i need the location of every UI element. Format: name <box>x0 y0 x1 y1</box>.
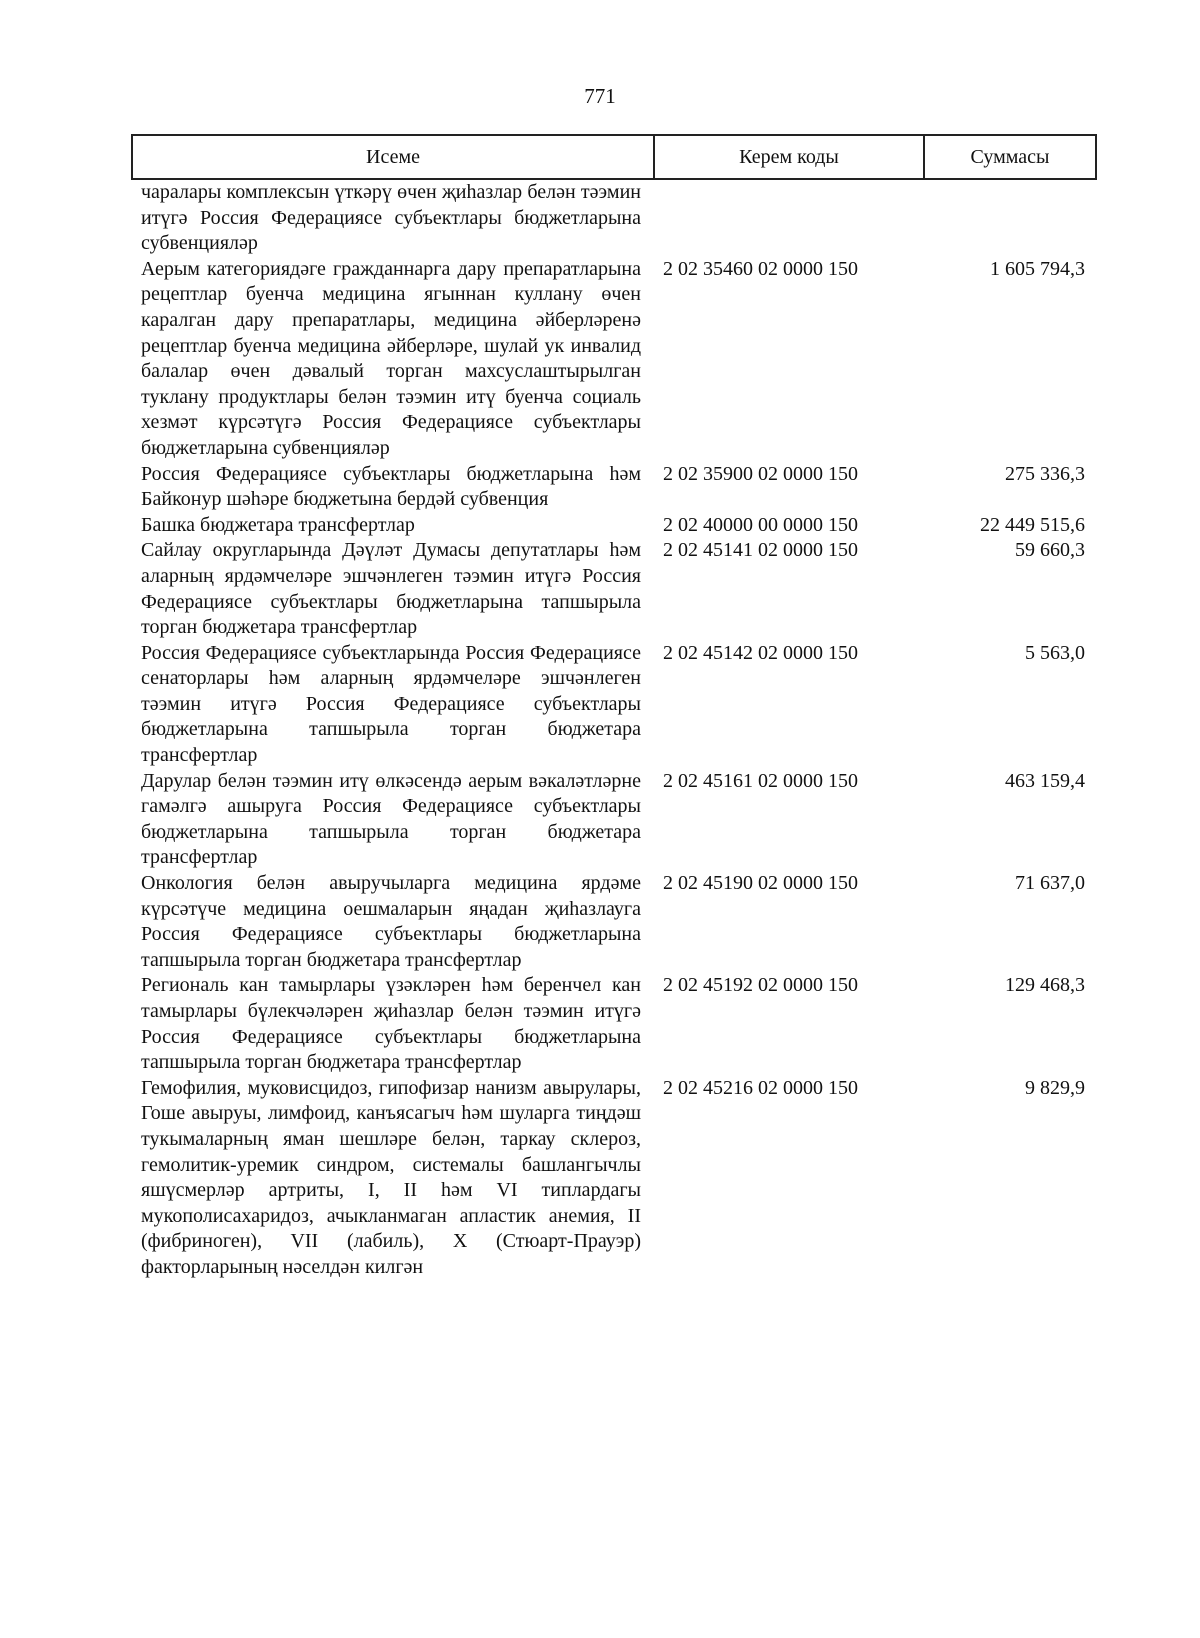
page-number: 771 <box>584 84 616 108</box>
row-code: 2 02 45141 02 0000 150 <box>663 539 858 562</box>
row-sum: 1 605 794,3 <box>990 257 1085 280</box>
row-code: 2 02 45142 02 0000 150 <box>663 641 858 664</box>
row-code: 2 02 45216 02 0000 150 <box>663 1076 858 1099</box>
table-row <box>131 1076 1097 1281</box>
row-name: Башка бюджетара трансфертлар <box>141 513 415 536</box>
row-name: Онкология белән авыручыларга медицина ярдәме күрсәтүче медицина оешмаларын яңадан җиһазлауга Россия Федерациясе субъектлары бюджетларына тапшырыла торган бюджетара трансфертлар <box>141 872 641 971</box>
row-sum: 129 468,3 <box>1005 974 1085 997</box>
table-row <box>131 641 1097 769</box>
header-sum: Суммасы <box>970 145 1050 168</box>
row-code: 2 02 45192 02 0000 150 <box>663 974 858 997</box>
row-name: чаралары комплексын үткәрү өчен җиһазлар белән тәэмин итүгә Россия Федерациясе субъектлары бюджетларына субвенцияләр <box>141 181 641 255</box>
row-code: 2 02 35460 02 0000 150 <box>663 257 858 280</box>
row-name: Гемофилия, муковисцидоз, гипофизар нанизм авырулары, Гоше авыруы, лимфоид, канъясагыч һәм шуларга тиңдәш тукымаларның яман шешләре белән, таркау склероз, гемолитик-уремик синдром, системалы башлангычлы яшүсмерләр артриты, I, II һәм VI типлардагы мукополисахаридоз, ачыкланмаган апластик анемия, II (фибриноген), VII (лабиль), X (Стюарт-Прауэр) факторларының нәселдән килгән <box>141 1076 641 1278</box>
row-code: 2 02 40000 00 0000 150 <box>663 513 858 536</box>
row-name: Аерым категориядәге гражданнарга дару препаратларына рецептлар буенча медицина ягыннан куллану өчен каралган дару препаратлары, медицина әйберләренә рецептлар буенча медицина әйберләре, шулай ук инвалид балалар өчен дәвалый торган махсуслаштырылган туклану продуктлары белән тәэмин итү буенча социаль хезмәт күрсәтүгә Россия Федерациясе субъектлары бюджетларына субвенцияләр <box>141 257 641 459</box>
table-row <box>131 538 1097 640</box>
table-row <box>131 462 1097 513</box>
row-name: Дарулар белән тәэмин итү өлкәсендә аерым вәкаләтләрне гамәлгә ашыруга Россия Федерациясе субъектлары бюджетларына тапшырыла торган бюджетара трансфертлар <box>141 769 641 869</box>
table-body <box>131 180 1097 1281</box>
table-row <box>131 180 1097 257</box>
row-sum: 275 336,3 <box>1005 462 1085 485</box>
row-sum: 463 159,4 <box>1005 769 1085 792</box>
table-row <box>131 769 1097 871</box>
table-row <box>131 257 1097 462</box>
table-row <box>131 871 1097 973</box>
table-header <box>131 134 1097 180</box>
row-code: 2 02 35900 02 0000 150 <box>663 462 858 485</box>
row-name: Региональ кан тамырлары үзәкләрен һәм беренчел кан тамырлары бүлекчәләрен җиһазлар белән тәэмин итүгә Россия Федерациясе субъектлары бюджетларына тапшырыла торган бюджетара трансфертлар <box>141 974 641 1074</box>
row-sum: 22 449 515,6 <box>980 513 1085 536</box>
row-name: Россия Федерациясе субъектларында Россия Федерациясе сенаторлары һәм аларның ярдәмчеләре эшчәнлеген тәэмин итүгә Россия Федерациясе субъектлары бюджетларына тапшырыла торган бюджетара трансфертлар <box>141 641 641 767</box>
table-row <box>131 973 1097 1075</box>
row-sum: 9 829,9 <box>1025 1076 1085 1099</box>
row-sum: 5 563,0 <box>1025 641 1085 664</box>
row-name: Сайлау округларында Дәүләт Думасы депутатлары һәм аларның ярдәмчеләре эшчәнлеген тәэмин итүгә Россия Федерациясе субъектлары бюджетларына тапшырыла торган бюджетара трансфертлар <box>141 539 641 639</box>
header-code: Керем коды <box>655 136 925 178</box>
budget-table <box>131 134 1097 1281</box>
row-name: Россия Федерациясе субъектлары бюджетларына һәм Байконур шәһәре бюджетына бердәй субвенция <box>141 462 641 511</box>
row-sum: 59 660,3 <box>1015 539 1085 562</box>
row-sum: 71 637,0 <box>1015 872 1085 895</box>
header-name: Исеме <box>133 136 655 178</box>
table-row <box>131 513 1097 539</box>
row-code: 2 02 45161 02 0000 150 <box>663 769 858 792</box>
row-code: 2 02 45190 02 0000 150 <box>663 872 858 895</box>
